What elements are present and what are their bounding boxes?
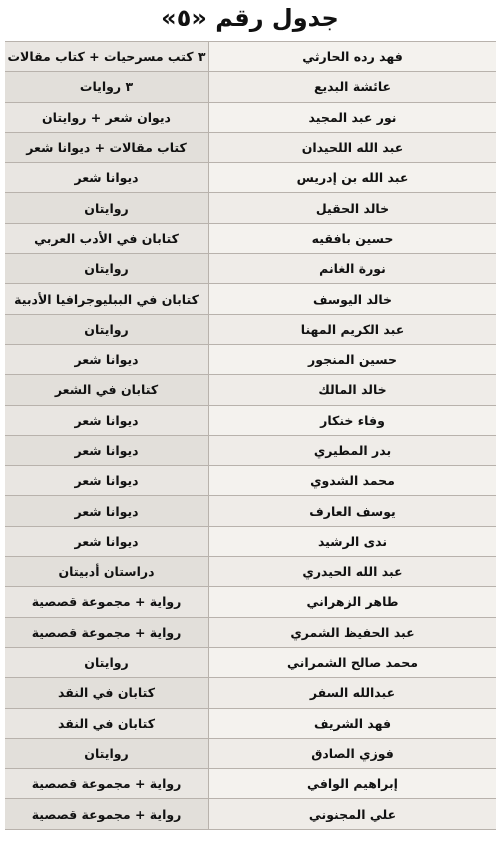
table-title: جدول رقم «٥» — [161, 4, 339, 32]
author-name-cell: عبد الله اللحيدان — [208, 133, 496, 162]
works-table — [5, 41, 496, 830]
works-cell: رواية + مجموعة قصصية — [5, 618, 208, 647]
table-row — [5, 739, 496, 769]
author-name-cell: إبراهيم الوافي — [208, 769, 496, 798]
table-row — [5, 618, 496, 648]
works-cell: كتابان في الأدب العربي — [5, 224, 208, 253]
works-cell: دراستان أدبيتان — [5, 557, 208, 586]
works-cell: ٣ كتب مسرحيات + كتاب مقالات — [5, 42, 208, 71]
author-name-cell: حسين المنجور — [208, 345, 496, 374]
author-name-cell: بدر المطيري — [208, 436, 496, 465]
author-name-cell: خالد المالك — [208, 375, 496, 404]
works-cell: روايتان — [5, 315, 208, 344]
table-row — [5, 284, 496, 314]
author-name-cell: حسين بافقيه — [208, 224, 496, 253]
table-row — [5, 769, 496, 799]
author-name-cell: فوزي الصادق — [208, 739, 496, 768]
table-row — [5, 315, 496, 345]
author-name-cell: علي المجنوني — [208, 799, 496, 828]
table-row — [5, 799, 496, 829]
author-name-cell: خالد اليوسف — [208, 284, 496, 313]
works-cell: ديوانا شعر — [5, 527, 208, 556]
author-name-cell: عبد الله بن إدريس — [208, 163, 496, 192]
works-cell: كتاب مقالات + ديوانا شعر — [5, 133, 208, 162]
works-cell: كتابان في النقد — [5, 709, 208, 738]
works-cell: روايتان — [5, 193, 208, 222]
author-name-cell: نورة الغانم — [208, 254, 496, 283]
table-row — [5, 103, 496, 133]
table-row — [5, 224, 496, 254]
table-row — [5, 466, 496, 496]
author-name-cell: محمد الشدوي — [208, 466, 496, 495]
table-row — [5, 709, 496, 739]
works-cell: روايتان — [5, 254, 208, 283]
author-name-cell: عبدالله السفر — [208, 678, 496, 707]
table-row — [5, 42, 496, 72]
table-row — [5, 587, 496, 617]
table-row — [5, 163, 496, 193]
table-row — [5, 193, 496, 223]
table-row — [5, 72, 496, 102]
author-name-cell: وفاء خنكار — [208, 406, 496, 435]
works-cell: ٣ روايات — [5, 72, 208, 101]
table-row — [5, 527, 496, 557]
works-cell: ديوانا شعر — [5, 496, 208, 525]
works-cell: كتابان في الشعر — [5, 375, 208, 404]
table-row — [5, 557, 496, 587]
author-name-cell: فهد الشريف — [208, 709, 496, 738]
author-name-cell: عبد الله الحيدري — [208, 557, 496, 586]
works-cell: كتابان في النقد — [5, 678, 208, 707]
works-cell: رواية + مجموعة قصصية — [5, 799, 208, 828]
works-cell: ديوانا شعر — [5, 436, 208, 465]
author-name-cell: طاهر الزهراني — [208, 587, 496, 616]
works-cell: روايتان — [5, 648, 208, 677]
table-row — [5, 133, 496, 163]
works-cell: كتابان في الببليوجرافيا الأدبية — [5, 284, 208, 313]
works-cell: ديوانا شعر — [5, 345, 208, 374]
author-name-cell: عبد الكريم المهنا — [208, 315, 496, 344]
author-name-cell: خالد الحقيل — [208, 193, 496, 222]
works-cell: ديوانا شعر — [5, 466, 208, 495]
author-name-cell: عائشة البديع — [208, 72, 496, 101]
author-name-cell: محمد صالح الشمراني — [208, 648, 496, 677]
author-name-cell: فهد رده الحارثي — [208, 42, 496, 71]
works-cell: رواية + مجموعة قصصية — [5, 769, 208, 798]
table-row — [5, 406, 496, 436]
author-name-cell: عبد الحفيظ الشمري — [208, 618, 496, 647]
author-name-cell: ندى الرشيد — [208, 527, 496, 556]
table-row — [5, 345, 496, 375]
table-row — [5, 648, 496, 678]
works-cell: رواية + مجموعة قصصية — [5, 587, 208, 616]
table-row — [5, 436, 496, 466]
table-row — [5, 375, 496, 405]
author-name-cell: يوسف العارف — [208, 496, 496, 525]
works-cell: ديوانا شعر — [5, 163, 208, 192]
works-cell: ديوان شعر + روايتان — [5, 103, 208, 132]
works-cell: ديوانا شعر — [5, 406, 208, 435]
table-row — [5, 254, 496, 284]
author-name-cell: نور عبد المجيد — [208, 103, 496, 132]
table-row — [5, 678, 496, 708]
table-row — [5, 496, 496, 526]
works-cell: روايتان — [5, 739, 208, 768]
